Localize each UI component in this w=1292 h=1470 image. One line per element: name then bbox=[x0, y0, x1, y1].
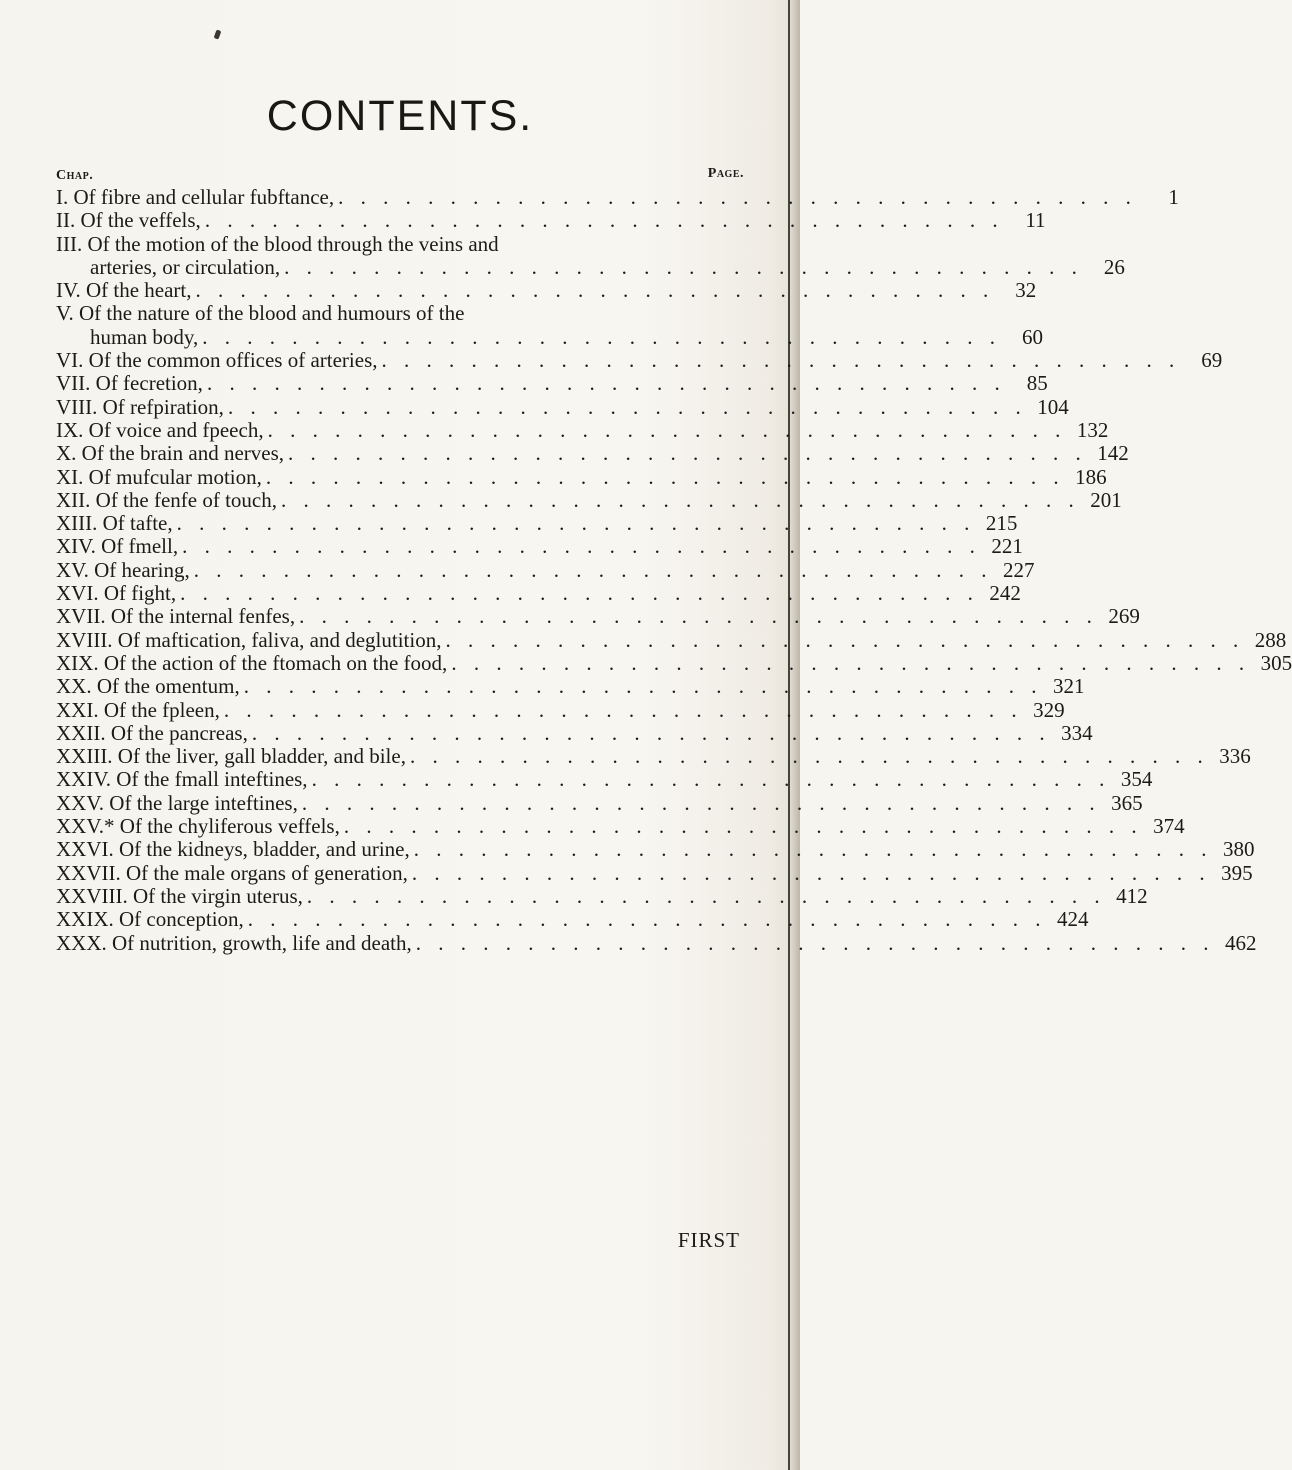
dot-leader: . . . . . . . . . . . . . . . . . . . . . . . . . . . . . . . . . . . . bbox=[251, 720, 1051, 745]
toc-entry bbox=[56, 278, 1037, 303]
dot-leader: . . . . . . . . . . . . . . . . . . . . . . . . . . . . . . . . . . . . bbox=[381, 348, 1181, 373]
dot-leader: . . . . . . . . . . . . . . . . . . . . . . . . . . . . . . . . . . . . bbox=[193, 557, 993, 582]
toc-entry bbox=[56, 790, 1143, 815]
toc-entry-title: XXX. Of nutrition, growth, life and death, bbox=[56, 930, 412, 955]
toc-entry bbox=[56, 674, 1085, 699]
toc-entry-page-number: 104 bbox=[1037, 394, 1069, 419]
toc-entry bbox=[56, 930, 1257, 955]
toc-entry bbox=[56, 883, 1148, 908]
toc-entry-title: XI. Of mufcular motion, bbox=[56, 464, 262, 489]
dot-leader: . . . . . . . . . . . . . . . . . . . . . . . . . . . . . . . . . . . . bbox=[445, 627, 1245, 652]
toc-entry-title: II. Of the veffels, bbox=[56, 208, 201, 233]
dot-leader: . . . . . . . . . . . . . . . . . . . . . . . . . . . . . . . . . . . . bbox=[413, 837, 1213, 862]
toc-entry-title: III. Of the motion of the blood through the veins and bbox=[56, 231, 499, 256]
toc-entry-title: XVI. Of fight, bbox=[56, 581, 177, 606]
toc-entry bbox=[56, 837, 1255, 862]
toc-entry-page-number: 186 bbox=[1075, 464, 1107, 489]
toc-entry bbox=[56, 394, 1069, 419]
dot-leader: . . . . . . . . . . . . . . . . . . . . . . . . . . . . . . . . . . . . bbox=[223, 697, 1023, 722]
toc-entry-title: XXI. Of the fpleen, bbox=[56, 697, 220, 722]
dot-leader: . . . . . . . . . . . . . . . . . . . . . . . . . . . . . . . . . . . . bbox=[451, 650, 1251, 675]
dot-leader: . . . . . . . . . . . . . . . . . . . . . . . . . . . . . . . . . . . . bbox=[415, 930, 1215, 955]
dot-leader: . . . . . . . . . . . . . . . . . . . . . . . . . . . . . . . . . . . . bbox=[265, 464, 1065, 489]
toc-entry-title: IX. Of voice and fpeech, bbox=[56, 417, 264, 442]
toc-entry bbox=[56, 767, 1153, 792]
toc-entry bbox=[56, 581, 1021, 606]
toc-entry-title: XV. Of hearing, bbox=[56, 557, 190, 582]
toc-entry-page-number: 132 bbox=[1076, 417, 1109, 442]
toc-entry-page-number: 215 bbox=[985, 511, 1018, 536]
toc-entry-page-number: 329 bbox=[1033, 697, 1065, 722]
toc-entry bbox=[56, 417, 1109, 442]
toc-entry-page-number: 221 bbox=[991, 534, 1023, 559]
toc-entry-page-number: 412 bbox=[1116, 883, 1148, 908]
toc-entry-page-number: 334 bbox=[1061, 720, 1093, 745]
toc-entry-title: XIII. Of tafte, bbox=[56, 511, 173, 536]
toc-entry-page-number: 380 bbox=[1222, 837, 1255, 862]
toc-entry-page-number: 11 bbox=[1025, 208, 1046, 233]
toc-entry bbox=[56, 744, 1251, 769]
toc-entry-page-number: 395 bbox=[1221, 860, 1253, 885]
toc-entry-title: IV. Of the heart, bbox=[56, 278, 192, 303]
toc-entry-page-number: 269 bbox=[1108, 604, 1140, 629]
toc-entry-title: XXIX. Of conception, bbox=[56, 907, 244, 932]
dot-leader: . . . . . . . . . . . . . . . . . . . . . . . . . . . . . . . . . . . . bbox=[247, 907, 1047, 932]
dot-leader: . . . . . . . . . . . . . . . . . . . . . . . . . . . . . . . . . . . . bbox=[267, 417, 1067, 442]
toc-entry bbox=[56, 720, 1093, 745]
toc-entry-page-number: 142 bbox=[1097, 441, 1129, 466]
toc-entry-page-number: 69 bbox=[1201, 348, 1223, 373]
toc-entry-title: XXV. Of the large inteftines, bbox=[56, 790, 298, 815]
toc-entry-page-number: 1 bbox=[1168, 185, 1179, 209]
dot-leader: . . . . . . . . . . . . . . . . . . . . . . . . . . . . . . . . . . . . bbox=[243, 674, 1043, 699]
dot-leader: . . . . . . . . . . . . . . . . . . . . . . . . . . . . . . . . . . . . bbox=[202, 324, 1002, 349]
toc-entry-title: VIII. Of refpiration, bbox=[56, 394, 224, 419]
toc-entry-title: XXVI. Of the kidneys, bladder, and urine, bbox=[56, 837, 410, 862]
dot-leader: . . . . . . . . . . . . . . . . . . . . . . . . . . . . . . . . . . . . bbox=[284, 254, 1083, 279]
dot-leader: . . . . . . . . . . . . . . . . . . . . . . . . . . . . . . . . . . . . bbox=[206, 371, 1006, 396]
chapter-column-header: Chap. bbox=[56, 168, 94, 183]
toc-entry bbox=[56, 650, 1292, 675]
toc-entry-title: XIV. Of fmell, bbox=[56, 534, 179, 559]
toc-entry-title: XVII. Of the internal fenfes, bbox=[56, 604, 296, 629]
dot-leader: . . . . . . . . . . . . . . . . . . . . . . . . . . . . . . . . . . . . bbox=[281, 487, 1080, 512]
toc-entry-title: XVIII. Of maftication, faliva, and deglutition, bbox=[56, 627, 442, 652]
toc-entry bbox=[56, 697, 1065, 722]
toc-entry bbox=[56, 185, 1179, 209]
toc-entry-page-number: 85 bbox=[1026, 371, 1048, 396]
dot-leader: . . . . . . . . . . . . . . . . . . . . . . . . . . . . . . . . . . . . bbox=[311, 767, 1111, 792]
toc-entry bbox=[56, 464, 1107, 489]
toc-entry bbox=[56, 348, 1223, 373]
toc-entry bbox=[56, 371, 1048, 396]
toc-entry bbox=[56, 254, 1125, 279]
toc-entry bbox=[56, 907, 1089, 932]
dot-leader: . . . . . . . . . . . . . . . . . . . . . . . . . . . . . . . . . . . . bbox=[411, 860, 1211, 885]
dot-leader: . . . . . . . . . . . . . . . . . . . . . . . . . . . . . . . . . . . . bbox=[301, 790, 1101, 815]
toc-entry-title: XX. Of the omentum, bbox=[56, 674, 240, 699]
toc-entry-title: VI. Of the common offices of arteries, bbox=[56, 348, 378, 373]
dot-leader: . . . . . . . . . . . . . . . . . . . . . . . . . . . . . . . . . . . . bbox=[288, 441, 1087, 466]
toc-entry-title: XXII. Of the pancreas, bbox=[56, 720, 248, 745]
toc-entry bbox=[56, 233, 744, 256]
toc-entry-page-number: 462 bbox=[1225, 930, 1257, 955]
toc-entry-page-number: 336 bbox=[1219, 744, 1251, 769]
toc-entry bbox=[56, 604, 1140, 629]
dot-leader: . . . . . . . . . . . . . . . . . . . . . . . . . . . . . . . . . . . . bbox=[180, 581, 979, 606]
toc-entry-page-number: 32 bbox=[1015, 278, 1037, 303]
dot-leader: . . . . . . . . . . . . . . . . . . . . . . . . . . . . . . . . . . . . bbox=[343, 814, 1143, 839]
toc-entry bbox=[56, 511, 1018, 536]
toc-entry-page-number: 60 bbox=[1022, 324, 1044, 349]
toc-entry-page-number: 26 bbox=[1103, 254, 1125, 279]
toc-entry bbox=[56, 487, 1122, 512]
toc-entry bbox=[56, 860, 1253, 885]
page-column-header: Page. bbox=[707, 166, 744, 181]
dot-leader: . . . . . . . . . . . . . . . . . . . . . . . . . . . . . . . . . . . . bbox=[299, 604, 1098, 629]
dot-leader: . . . . . . . . . . . . . . . . . . . . . . . . . . . . . . . . . . . . bbox=[176, 511, 976, 536]
toc-entry-page-number: 305 bbox=[1260, 650, 1292, 675]
toc-entry-title: arteries, or circulation, bbox=[90, 254, 281, 279]
toc-entry bbox=[56, 302, 744, 325]
dot-leader: . . . . . . . . . . . . . . . . . . . . . . . . . . . . . . . . . . . . bbox=[338, 185, 1137, 209]
toc-entry-title: human body, bbox=[90, 324, 199, 349]
toc-entry bbox=[56, 441, 1129, 466]
dot-leader: . . . . . . . . . . . . . . . . . . . . . . . . . . . . . . . . . . . . bbox=[306, 883, 1106, 908]
toc-entry-title: V. Of the nature of the blood and humours of the bbox=[56, 301, 465, 326]
table-of-contents bbox=[56, 185, 1292, 955]
toc-entry bbox=[56, 534, 1023, 559]
toc-entry-page-number: 424 bbox=[1057, 907, 1089, 932]
toc-entry-page-number: 201 bbox=[1090, 487, 1122, 512]
toc-entry bbox=[56, 324, 1044, 349]
toc-entry bbox=[56, 627, 1287, 652]
dot-leader: . . . . . . . . . . . . . . . . . . . . . . . . . . . . . . . . . . . . bbox=[195, 278, 995, 303]
toc-entry-title: VII. Of fecretion, bbox=[56, 371, 203, 396]
toc-entry-page-number: 365 bbox=[1111, 790, 1143, 815]
toc-entry-title: XXVII. Of the male organs of generation, bbox=[56, 860, 408, 885]
toc-entry-title: XXVIII. Of the virgin uterus, bbox=[56, 883, 303, 908]
toc-entry-title: XXV.* Of the chyliferous veffels, bbox=[56, 814, 340, 839]
toc-entry-title: X. Of the brain and nerves, bbox=[56, 441, 285, 466]
toc-entry-page-number: 288 bbox=[1254, 627, 1287, 652]
dot-leader: . . . . . . . . . . . . . . . . . . . . . . . . . . . . . . . . . . . . bbox=[182, 534, 981, 559]
toc-entry bbox=[56, 814, 1185, 839]
dot-leader: . . . . . . . . . . . . . . . . . . . . . . . . . . . . . . . . . . . . bbox=[204, 208, 1004, 233]
catchword: FIRST bbox=[677, 1228, 740, 1252]
toc-entry-page-number: 242 bbox=[989, 581, 1021, 606]
dot-leader: . . . . . . . . . . . . . . . . . . . . . . . . . . . . . . . . . . . . bbox=[409, 744, 1209, 769]
toc-entry-title: XXIII. Of the liver, gall bladder, and bile, bbox=[56, 744, 406, 769]
toc-entry-page-number: 321 bbox=[1052, 674, 1085, 699]
toc-entry-page-number: 374 bbox=[1153, 814, 1185, 839]
toc-entry bbox=[56, 208, 1046, 233]
dot-leader: . . . . . . . . . . . . . . . . . . . . . . . . . . . . . . . . . . . . bbox=[227, 394, 1027, 419]
page-title: CONTENTS. bbox=[266, 92, 534, 140]
toc-entry-page-number: 227 bbox=[1003, 557, 1035, 582]
toc-entry-page-number: 354 bbox=[1120, 767, 1153, 792]
toc-entry-title: XIX. Of the action of the ftomach on the food, bbox=[56, 650, 448, 675]
toc-entry-title: XXIV. Of the fmall inteftines, bbox=[56, 767, 308, 792]
toc-entry-title: I. Of fibre and cellular fubftance, bbox=[56, 185, 335, 209]
toc-entry bbox=[56, 557, 1035, 582]
toc-entry-title: XII. Of the fenfe of touch, bbox=[56, 487, 277, 512]
